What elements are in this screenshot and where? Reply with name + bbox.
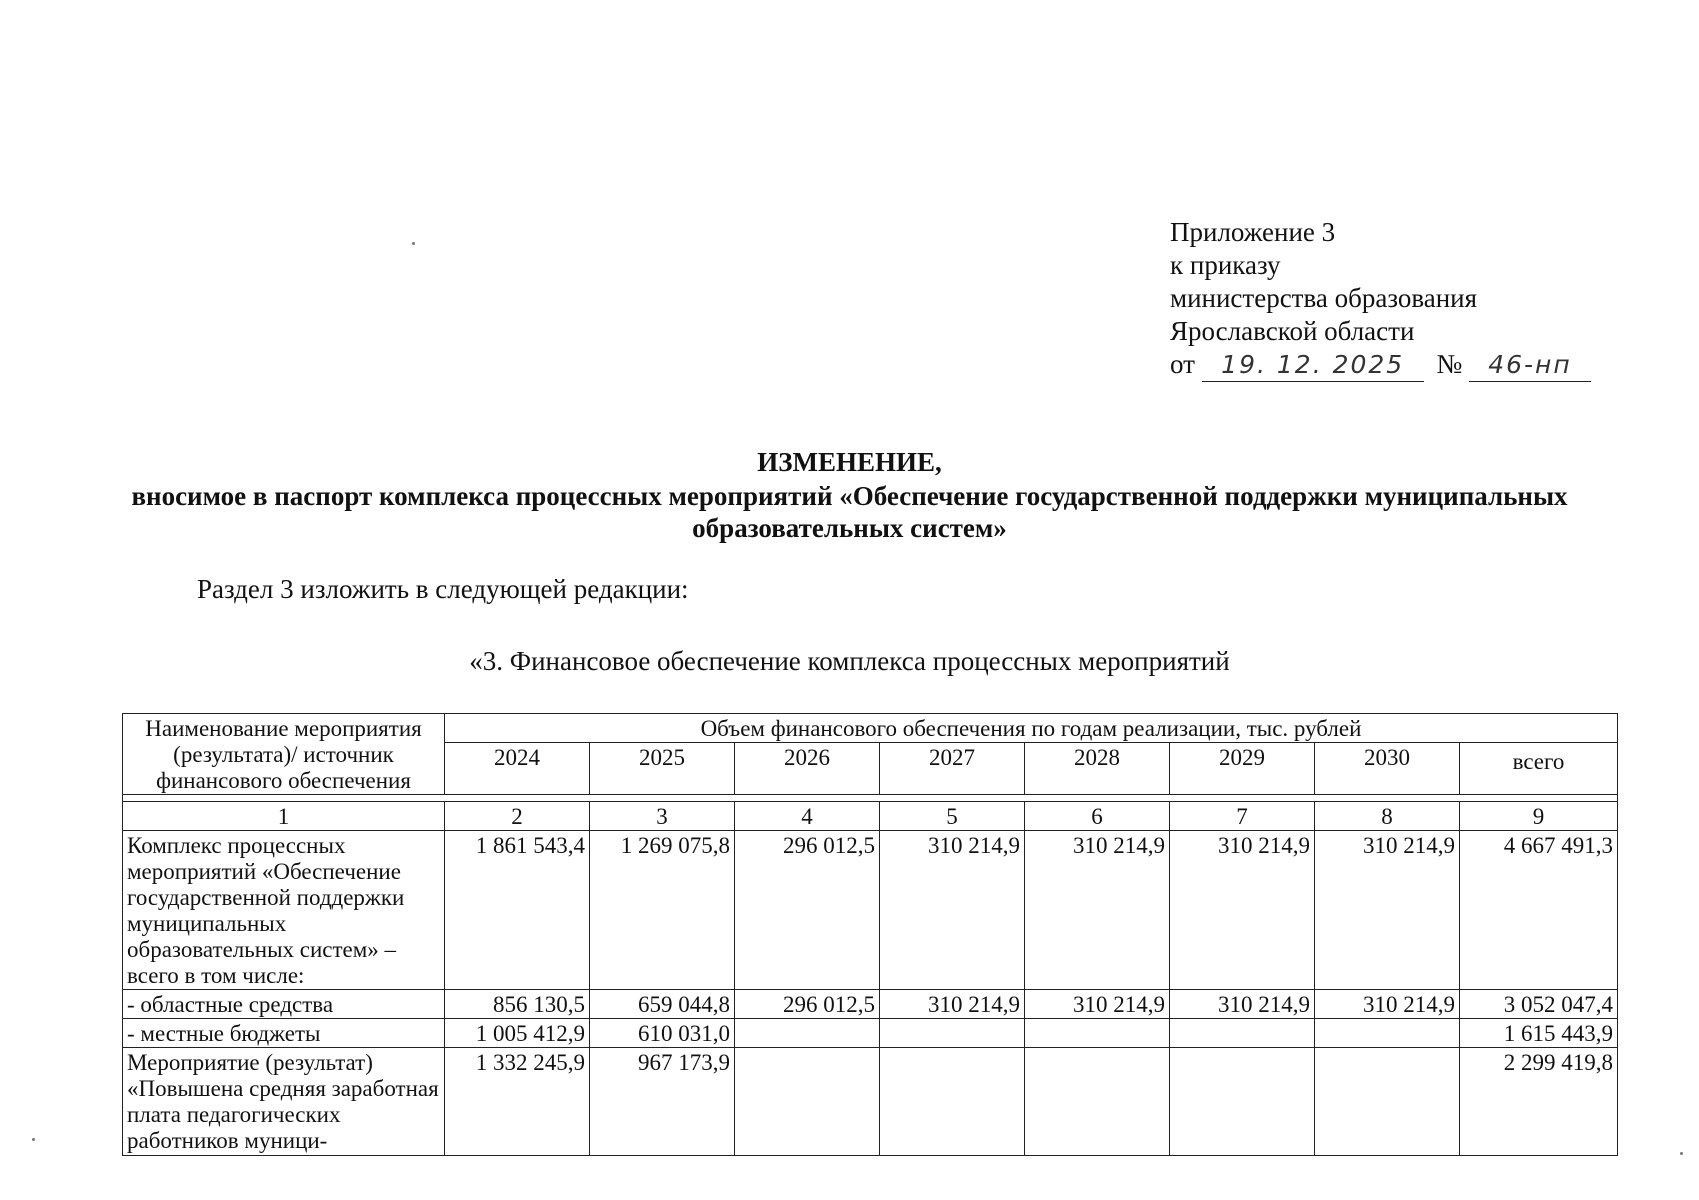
- year-cell: 2026: [735, 743, 880, 795]
- value-cell: 310 214,9: [1025, 831, 1170, 990]
- section-title: «3. Финансовое обеспечение комплекса процессных мероприятий: [469, 646, 1230, 676]
- value-cell: 1 332 245,9: [445, 1048, 590, 1156]
- number-field: [1469, 348, 1591, 382]
- table-row: [123, 1019, 1618, 1048]
- column-number-cell: 2: [445, 802, 590, 831]
- value-cell: 1 861 543,4: [445, 831, 590, 990]
- table-row: [123, 990, 1618, 1019]
- appendix-line-4: Ярославской области: [1170, 316, 1415, 346]
- value-cell: [1025, 1048, 1170, 1156]
- appendix-date-line: [1170, 348, 1591, 382]
- value-cell: 856 130,5: [445, 990, 590, 1019]
- column-number-cell: 9: [1460, 802, 1618, 831]
- value-cell: 1 615 443,9: [1460, 1019, 1618, 1048]
- document-title: ИЗМЕНЕНИЕ,: [757, 447, 942, 477]
- value-cell: [1315, 1048, 1460, 1156]
- appendix-block: [1170, 216, 1591, 382]
- document-subtitle: вносимое в паспорт комплекса процессных мероприятий «Обеспечение государственной поддержки муниципальных образовательных систем»: [131, 481, 1568, 543]
- year-cell: 2030: [1315, 743, 1460, 795]
- column-number-cell: 5: [880, 802, 1025, 831]
- header-name-cell: Наименование мероприятия (результата)/ источник финансового обеспечения: [123, 714, 445, 795]
- value-cell: 296 012,5: [735, 831, 880, 990]
- value-cell: 659 044,8: [590, 990, 735, 1019]
- value-cell: 1 269 075,8: [590, 831, 735, 990]
- scan-speck: [412, 242, 415, 245]
- value-cell: 967 173,9: [590, 1048, 735, 1156]
- value-cell: [1170, 1048, 1315, 1156]
- appendix-line-1: Приложение 3: [1170, 217, 1336, 247]
- value-cell: [880, 1019, 1025, 1048]
- value-cell: 310 214,9: [1170, 831, 1315, 990]
- year-cell: 2024: [445, 743, 590, 795]
- date-handwritten: 19. 12. 2025: [1221, 350, 1405, 379]
- table-row: [123, 831, 1618, 990]
- row-name-cell: - местные бюджеты: [123, 1019, 445, 1048]
- intro-text: Раздел 3 изложить в следующей редакции:: [197, 574, 689, 604]
- column-number-cell: 8: [1315, 802, 1460, 831]
- header-row-1: [123, 714, 1618, 743]
- row-name-cell: Комплекс процессных мероприятий «Обеспечение государственной поддержки муниципальных образовательных систем» – всего в том числе:: [123, 831, 445, 990]
- scan-speck: [32, 1138, 35, 1141]
- column-number-cell: 3: [590, 802, 735, 831]
- total-header-cell: всего: [1460, 743, 1618, 795]
- value-cell: [1025, 1019, 1170, 1048]
- value-cell: 610 031,0: [590, 1019, 735, 1048]
- value-cell: [1315, 1019, 1460, 1048]
- value-cell: [735, 1048, 880, 1156]
- row-name-cell: Мероприятие (результат) «Повышена средняя заработная плата педагогических работников муници-: [123, 1048, 445, 1156]
- spacer-row: [123, 795, 1618, 802]
- value-cell: [735, 1019, 880, 1048]
- year-cell: 2027: [880, 743, 1025, 795]
- value-cell: 310 214,9: [1315, 831, 1460, 990]
- row-name-cell: - областные средства: [123, 990, 445, 1019]
- header-group-cell: Объем финансового обеспечения по годам реализации, тыс. рублей: [445, 714, 1618, 743]
- date-prefix: от: [1170, 349, 1195, 379]
- value-cell: 310 214,9: [1315, 990, 1460, 1019]
- value-cell: 4 667 491,3: [1460, 831, 1618, 990]
- financing-table: [122, 713, 1618, 1156]
- column-number-row: [123, 802, 1618, 831]
- year-cell: 2025: [590, 743, 735, 795]
- scan-speck: [1680, 1152, 1683, 1155]
- value-cell: 310 214,9: [880, 990, 1025, 1019]
- date-field: [1202, 348, 1424, 382]
- appendix-line-3: министерства образования: [1170, 283, 1478, 313]
- column-number-cell: 7: [1170, 802, 1315, 831]
- column-number-cell: 1: [123, 802, 445, 831]
- value-cell: [880, 1048, 1025, 1156]
- value-cell: 310 214,9: [880, 831, 1025, 990]
- column-number-cell: 4: [735, 802, 880, 831]
- number-handwritten: 46-нп: [1488, 350, 1572, 379]
- year-cell: 2029: [1170, 743, 1315, 795]
- appendix-line-2: к приказу: [1170, 250, 1281, 280]
- value-cell: 310 214,9: [1170, 990, 1315, 1019]
- value-cell: 1 005 412,9: [445, 1019, 590, 1048]
- value-cell: 296 012,5: [735, 990, 880, 1019]
- year-cell: 2028: [1025, 743, 1170, 795]
- table-row: [123, 1048, 1618, 1156]
- column-number-cell: 6: [1025, 802, 1170, 831]
- number-prefix: №: [1436, 349, 1463, 379]
- value-cell: 310 214,9: [1025, 990, 1170, 1019]
- value-cell: 3 052 047,4: [1460, 990, 1618, 1019]
- value-cell: [1170, 1019, 1315, 1048]
- value-cell: 2 299 419,8: [1460, 1048, 1618, 1156]
